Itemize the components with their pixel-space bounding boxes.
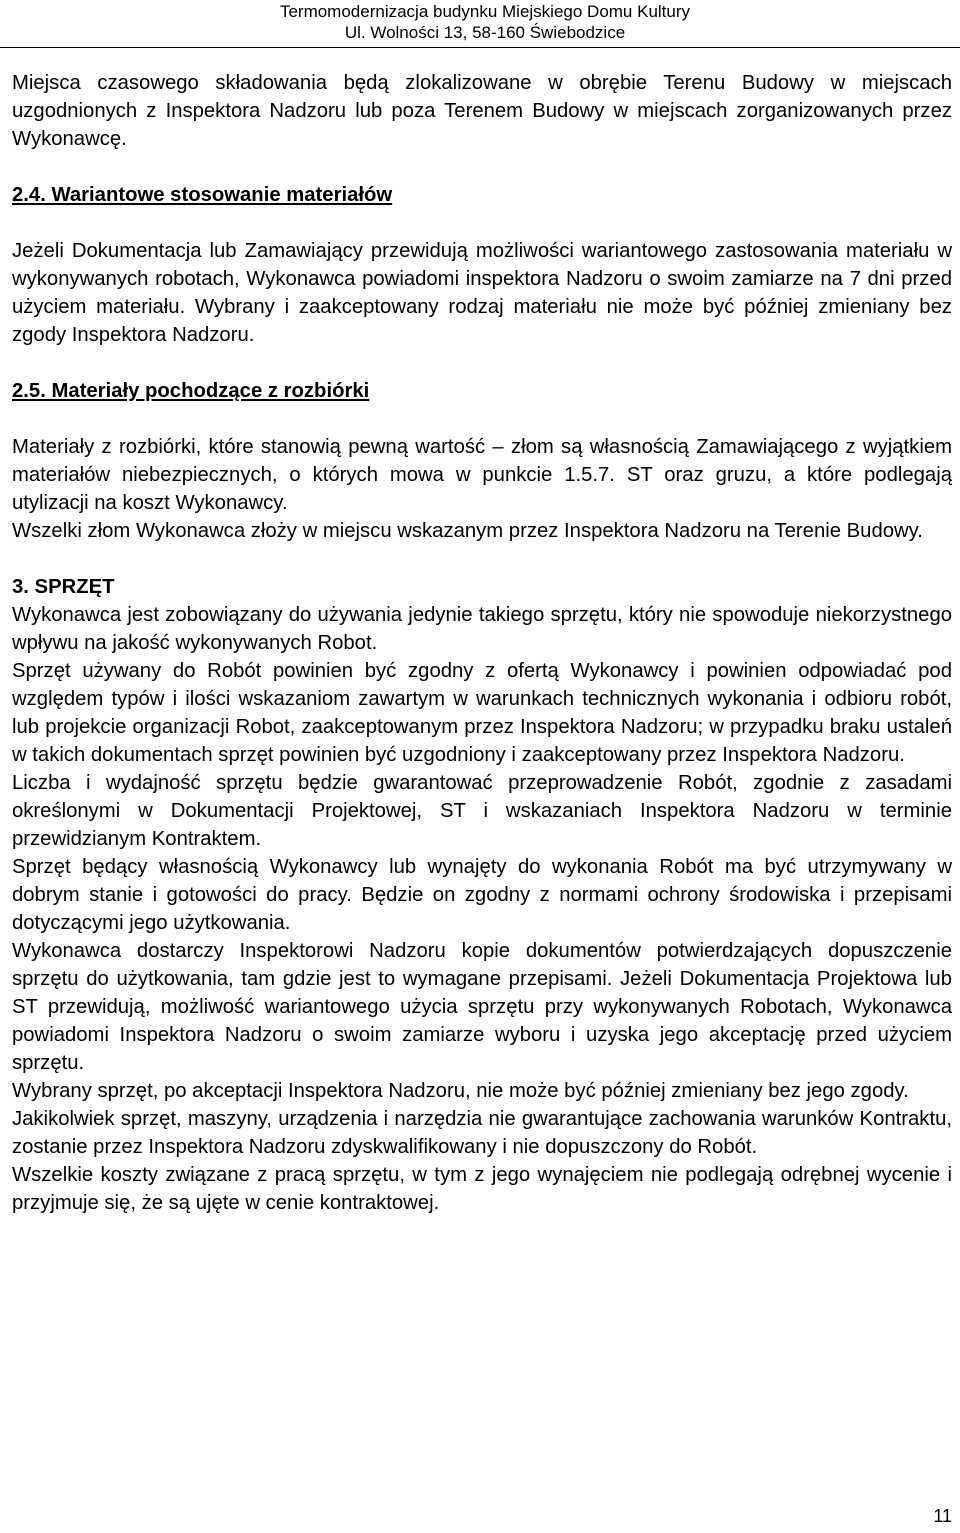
section-heading-3: 3. SPRZĘT <box>12 576 115 598</box>
paragraph-storage: Miejsca czasowego składowania będą zlokalizowane w obrębie Terenu Budowy w miejscach uzgodnionych z Inspektora Nadzoru lub poza Terenem Budowy w miejscach zorganizowanych przez Wykonawcę. <box>12 72 952 150</box>
paragraph-variant-materials: Jeżeli Dokumentacja lub Zamawiający przewidują możliwości wariantowego zastosowania materiału w wykonywanych robotach, Wykonawca powiadomi inspektora Nadzoru o swoim zamiarze na 7 dni przed użyciem materiału. Wybrany i zaakceptowany rodzaj materiału nie może być później zmieniany bez zgody Inspektora Nadzoru. <box>12 240 952 346</box>
section-heading-2-4-text: 2.4. Wariantowe stosowanie materiałów <box>12 184 393 206</box>
document-title: Termomodernizacja budynku Miejskiego Domu Kultury <box>279 2 691 21</box>
paragraph-scrap: Wszelki złom Wykonawca złoży w miejscu wskazanym przez Inspektora Nadzoru na Terenie Budowy. <box>12 520 923 542</box>
paragraph-equipment-disqualification: Jakikolwiek sprzęt, maszyny, urządzenia i narzędzia nie gwarantujące zachowania warunków Kontraktu, zostanie przez Inspektora Nadzoru zdyskwalifikowany i nie dopuszczony do Robót. <box>12 1108 952 1158</box>
paragraph-equipment-use: Wykonawca jest zobowiązany do używania jedynie takiego sprzętu, który nie spowoduje niekorzystnego wpływu na jakość wykonywanych Robot. <box>12 604 952 654</box>
section-heading-2-4 <box>12 181 952 209</box>
section-heading-2-5 <box>12 377 952 405</box>
paragraph-equipment-documents: Wykonawca dostarczy Inspektorowi Nadzoru kopie dokumentów potwierdzających dopuszczenie sprzętu do użytkowania, tam gdzie jest to wymagane przepisami. Jeżeli Dokumentacja Projektowa lub ST przewidują, możliwość wariantowego użycia sprzętu przy wykonywanych Robotach, Wykonawca powiadomi Inspektora Nadzoru o swoim zamiarze wyboru i uzyska jego akceptację przed użyciem sprzętu. <box>12 940 952 1074</box>
page-number: 11 <box>933 1506 952 1526</box>
document-body <box>12 69 952 1217</box>
page-header <box>0 0 960 49</box>
paragraph-equipment-compliance: Sprzęt używany do Robót powinien być zgodny z ofertą Wykonawcy i powinien odpowiadać pod względem typów i ilości wskazaniom zawartym w warunkach technicznych wykonania i odbioru robót, lub projekcie organizacji Robot, zaakceptowanym przez Inspektora Nadzoru; w przypadku braku ustaleń w takich dokumentach sprzęt powinien być uzgodniony i zaakceptowany przez Inspektora Nadzoru. <box>12 660 952 766</box>
header-divider <box>0 47 960 48</box>
paragraph-equipment-capacity: Liczba i wydajność sprzętu będzie gwarantować przeprowadzenie Robót, zgodnie z zasadami określonymi w Dokumentacji Projektowej, ST i wskazaniach Inspektora Nadzoru w terminie przewidzianym Kontraktem. <box>12 772 952 850</box>
paragraph-equipment-condition: Sprzęt będący własnością Wykonawcy lub wynajęty do wykonania Robót ma być utrzymywany w dobrym stanie i gotowości do pracy. Będzie on zgodny z normami ochrony środowiska i przepisami dotyczącymi jego użytkowania. <box>12 856 952 934</box>
paragraph-equipment-change: Wybrany sprzęt, po akceptacji Inspektora Nadzoru, nie może być później zmieniany bez jego zgody. <box>12 1080 909 1102</box>
paragraph-equipment-costs: Wszelkie koszty związane z pracą sprzętu, w tym z jego wynajęciem nie podlegają odrębnej wycenie i przyjmuje się, że są ujęte w cenie kontraktowej. <box>12 1164 952 1214</box>
document-address: Ul. Wolności 13, 58-160 Świebodzice <box>344 23 626 42</box>
section-heading-2-5-text: 2.5. Materiały pochodzące z rozbiórki <box>12 380 370 402</box>
paragraph-demolition-materials: Materiały z rozbiórki, które stanowią pewną wartość – złom są własnością Zamawiającego z wyjątkiem materiałów niebezpiecznych, o których mowa w punkcie 1.5.7. ST oraz gruzu, a które podlegają utylizacji na koszt Wykonawcy. <box>12 436 952 514</box>
